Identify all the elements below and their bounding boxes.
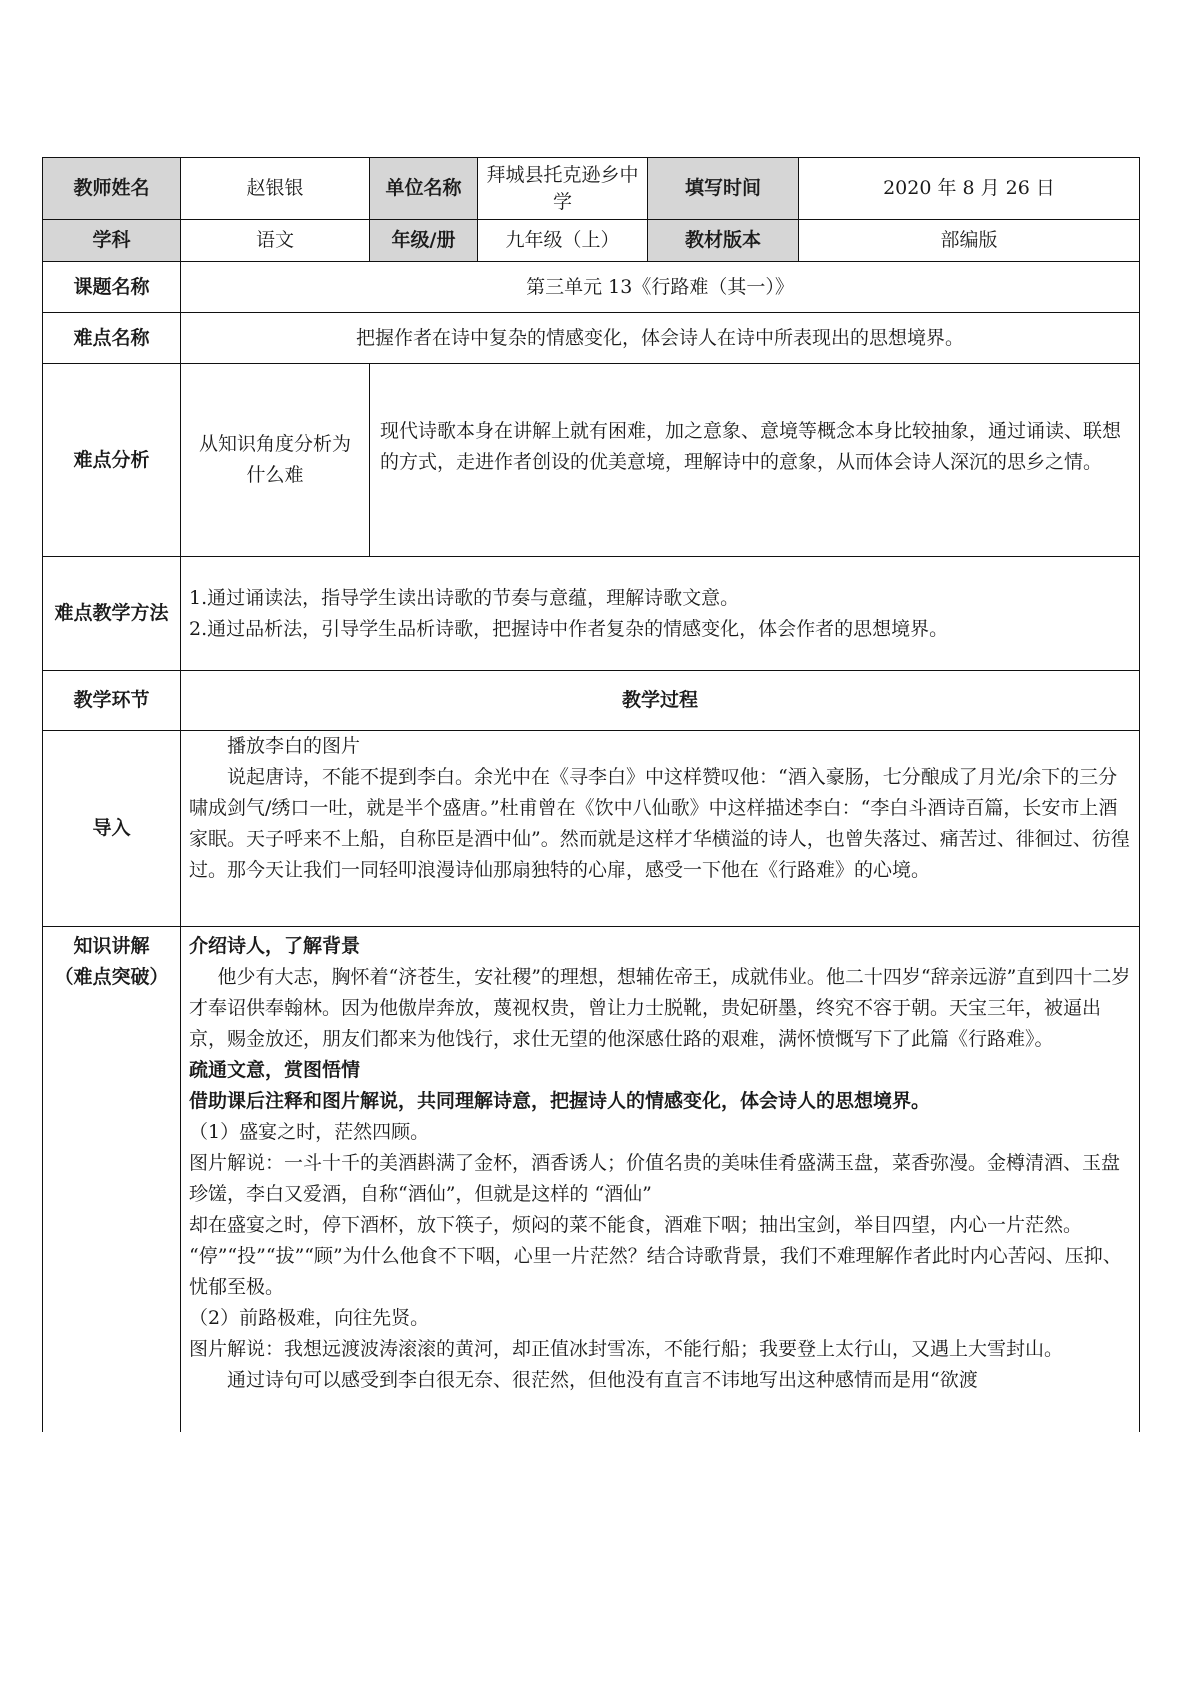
difficulty-row: [43, 313, 1140, 364]
grade-value: 九年级（上）: [478, 220, 648, 262]
knowledge-para-1: 他少有大志，胸怀着“济苍生，安社稷”的理想，想辅佐帝王，成就伟业。他二十四岁“辞亲远游”直到四十二岁才奉诏供奉翰林。因为他傲岸奔放，蔑视权贵，曾让力士脱靴，贵妃研墨，终究不容于朝。天宝三年，被逼出京，赐金放还，朋友们都来为他饯行，求仕无望的他深感仕路的艰难，满怀愤慨写下了此篇《行路难》。: [189, 966, 1131, 1050]
knowledge-item-1: （1）盛宴之时，茫然四顾。: [189, 1121, 430, 1143]
knowledge-row: [43, 927, 1140, 1432]
teacher-value: 赵银银: [181, 158, 370, 220]
difficulty-label: 难点名称: [43, 313, 181, 364]
analysis-label: 难点分析: [43, 364, 181, 557]
knowledge-item-2-text-2: 通过诗句可以感受到李白很无奈、很茫然，但他没有直言不讳地写出这种感情而是用“欲渡: [227, 1369, 978, 1391]
unit-value: 拜城县托克逊乡中学: [478, 158, 648, 220]
edition-value: 部编版: [799, 220, 1140, 262]
analysis-row: [43, 364, 1140, 557]
knowledge-heading-2: 疏通文意，赏图悟情: [189, 1059, 361, 1081]
knowledge-heading-3: 借助课后注释和图片解说，共同理解诗意，把握诗人的情感变化，体会诗人的思想境界。: [189, 1090, 931, 1112]
process-step-label: 教学环节: [43, 671, 181, 731]
header-row-1: [43, 158, 1140, 220]
method-text: [181, 557, 1140, 671]
process-label: 教学过程: [181, 671, 1140, 731]
method-label: 难点教学方法: [43, 557, 181, 671]
method-row: [43, 557, 1140, 671]
difficulty-value: 把握作者在诗中复杂的情感变化，体会诗人在诗中所表现出的思想境界。: [181, 313, 1140, 364]
knowledge-item-1-text-2: 却在盛宴之时，停下酒杯，放下筷子，烦闷的菜不能食，酒难下咽；抽出宝剑，举目四望，内心一片茫然。 “停”“投”“拔”“顾”为什么他食不下咽，心里一片茫然？结合诗歌背景，我们不难理解作者此时内心苦闷、压抑、忧郁至极。: [189, 1214, 1122, 1298]
teacher-label: 教师姓名: [43, 158, 181, 220]
knowledge-label: [43, 927, 181, 1432]
intro-text: [181, 731, 1140, 927]
knowledge-item-1-text-1: 图片解说：一斗十千的美酒斟满了金杯，酒香诱人；价值名贵的美味佳肴盛满玉盘，菜香弥漫。金樽清酒、玉盘珍馐，李白又爱酒，自称“酒仙”，但就是这样的 “酒仙”: [189, 1152, 1121, 1205]
header-row-2: [43, 220, 1140, 262]
intro-row: [43, 731, 1140, 927]
knowledge-content: [181, 927, 1140, 1432]
subject-value: 语文: [181, 220, 370, 262]
analysis-sub-label: 从知识角度分析为什么难: [181, 364, 370, 557]
topic-row: [43, 262, 1140, 313]
subject-label: 学科: [43, 220, 181, 262]
grade-label: 年级/册: [370, 220, 478, 262]
edition-label: 教材版本: [648, 220, 799, 262]
method-line-1: 1.通过诵读法，指导学生读出诗歌的节奏与意蕴，理解诗歌文意。: [189, 586, 740, 609]
intro-label: 导入: [43, 731, 181, 927]
analysis-text: 现代诗歌本身在讲解上就有困难，加之意象、意境等概念本身比较抽象，通过诵读、联想的方式，走进作者创设的优美意境，理解诗中的意象，从而体会诗人深沉的思乡之情。: [370, 364, 1140, 557]
knowledge-heading-1: 介绍诗人，了解背景: [189, 935, 361, 957]
date-value: 2020 年 8 月 26 日: [799, 158, 1140, 220]
intro-line-2: 说起唐诗，不能不提到李白。余光中在《寻李白》中这样赞叹他：“酒入豪肠，七分酿成了月光/余下的三分啸成剑气/绣口一吐，就是半个盛唐。”杜甫曾在《饮中八仙歌》中这样描述李白：“李白斗酒诗百篇，长安市上酒家眠。天子呼来不上船，自称臣是酒中仙”。然而就是这样才华横溢的诗人，也曾失落过、痛苦过、徘徊过、彷徨过。那今天让我们一同轻叩浪漫诗仙那扇独特的心扉，感受一下他在《行路难》的心境。: [189, 766, 1130, 881]
topic-value: 第三单元 13《行路难（其一）》: [181, 262, 1140, 313]
date-label: 填写时间: [648, 158, 799, 220]
topic-label: 课题名称: [43, 262, 181, 313]
method-line-2: 2.通过品析法，引导学生品析诗歌，把握诗中作者复杂的情感变化，体会作者的思想境界。: [189, 617, 949, 640]
unit-label: 单位名称: [370, 158, 478, 220]
knowledge-label-line-2: （难点突破）: [54, 966, 169, 988]
knowledge-item-2: （2）前路极难，向往先贤。: [189, 1307, 430, 1329]
knowledge-label-line-1: 知识讲解: [73, 935, 150, 957]
intro-line-1: 播放李白的图片: [227, 735, 361, 757]
knowledge-item-2-text-1: 图片解说：我想远渡波涛滚滚的黄河，却正值冰封雪冻，不能行船；我要登上太行山，又遇上大雪封山。: [189, 1338, 1064, 1360]
process-header-row: [43, 671, 1140, 731]
lesson-plan-table: [42, 157, 1140, 1432]
